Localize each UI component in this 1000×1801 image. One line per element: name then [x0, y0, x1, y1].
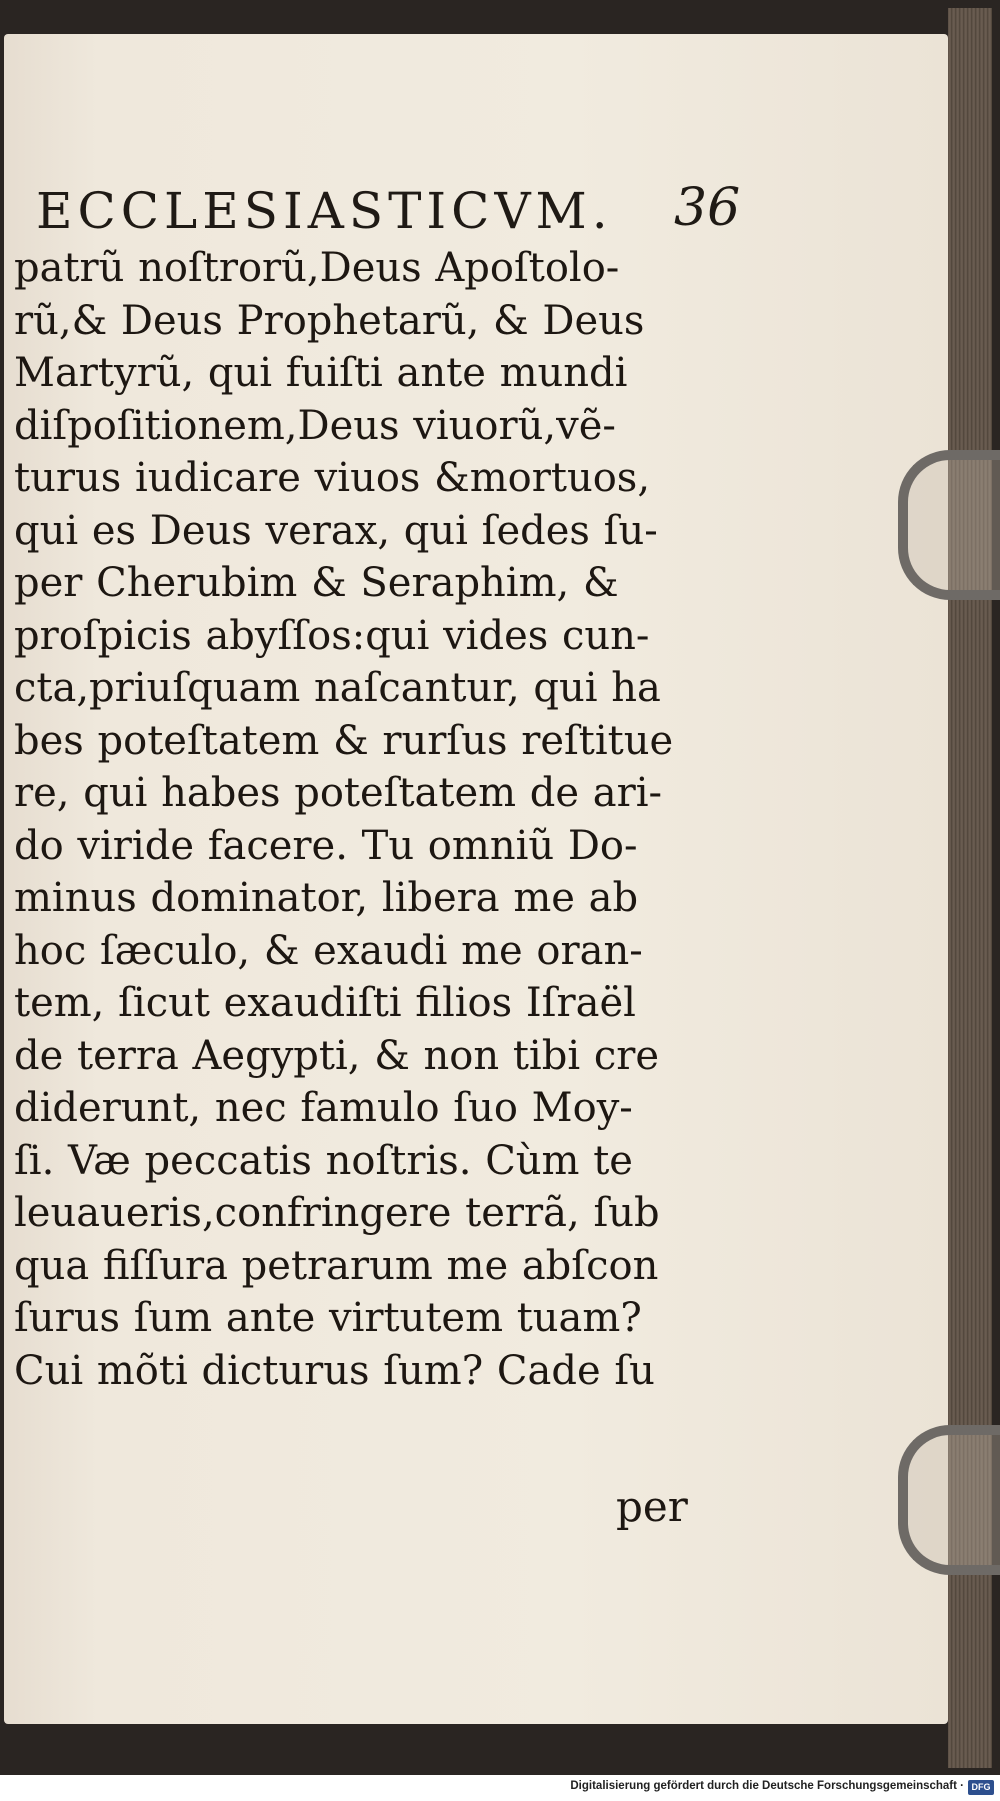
text-line: leuaueris,confringere terrã, ſub [14, 1190, 660, 1236]
text-line: re, qui habes poteſtatem de ari- [14, 770, 663, 816]
text-line: Martyrũ, qui fuiſti ante mundi [14, 350, 628, 396]
dfg-logo: DFG [968, 1780, 994, 1795]
body-text [14, 242, 694, 1397]
text-line: qui es Deus verax, qui ſedes ſu- [14, 507, 658, 554]
folio-number: 36 [674, 178, 741, 238]
book-clamp-upper [898, 450, 1000, 600]
digitization-footer [0, 1775, 1000, 1801]
text-line: do viride facere. Tu omniũ Do- [14, 822, 638, 869]
text-line: cta,priuſquam naſcantur, qui ha [14, 665, 661, 711]
text-line: diderunt, nec famulo ſuo Moy- [14, 1085, 633, 1131]
text-line: hoc ſæculo, & exaudi me oran- [14, 927, 643, 974]
text-line: bes poteſtatem & rurſus reſtitue [14, 717, 674, 764]
book-page [4, 34, 948, 1724]
text-line: Cui mõti dicturus ſum? Cade ſu [14, 1347, 655, 1394]
catchword: per [616, 1482, 688, 1531]
book-clamp-lower [898, 1425, 1000, 1575]
page-header [36, 178, 741, 244]
funding-credit: Digitalisierung gefördert durch die Deutsche Forschungsgemeinschaft · [570, 1780, 964, 1792]
text-line: ſurus ſum ante virtutem tuam? [14, 1295, 642, 1341]
text-line: diſpoſitionem,Deus viuorũ,vẽ- [14, 402, 616, 449]
text-line: ſi. Væ peccatis noſtris. Cùm te [14, 1137, 633, 1184]
text-line: turus iudicare viuos &mortuos, [14, 455, 651, 501]
text-line: rũ,& Deus Prophetarũ, & Deus [14, 297, 645, 344]
text-line: de terra Aegypti, & non tibi cre [14, 1032, 660, 1079]
text-line: minus dominator, libera me ab [14, 875, 639, 921]
text-line: tem, ſicut exaudiſti filios Iſraël [14, 980, 636, 1026]
text-line: qua fiſſura petrarum me abſcon [14, 1242, 659, 1289]
text-line: patrũ noſtrorũ,Deus Apoſtolo- [14, 245, 620, 291]
text-line: proſpicis abyſſos:qui vides cun- [14, 612, 650, 659]
running-head: ECCLESIASTICVM. [36, 182, 613, 240]
text-line: per Cherubim & Seraphim, & [14, 560, 619, 606]
